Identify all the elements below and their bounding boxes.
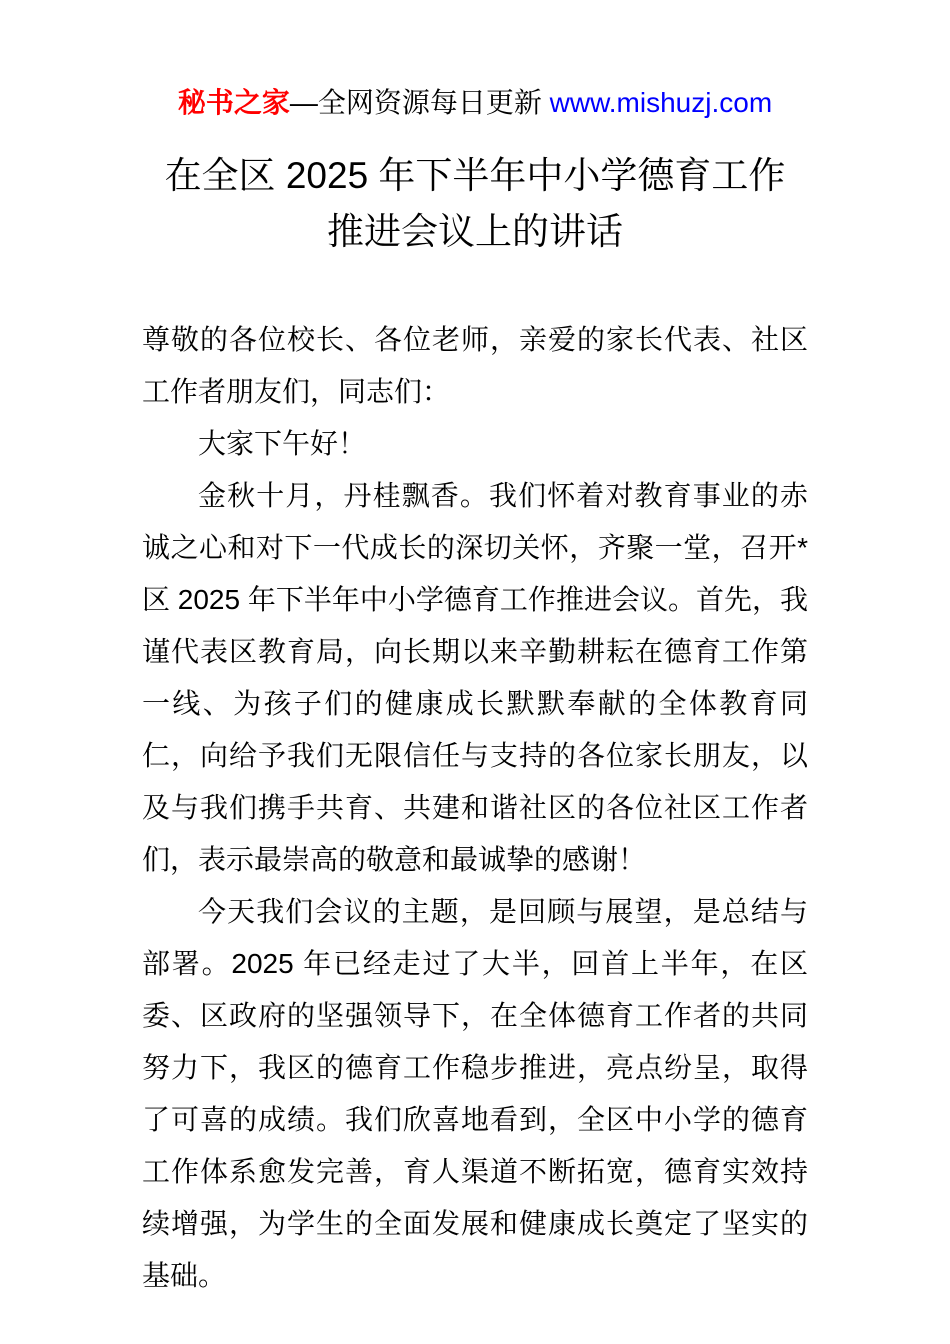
paragraph-opening: 金秋十月，丹桂飘香。我们怀着对教育事业的赤诚之心和对下一代成长的深切关怀，齐聚一堂，召开*区 2025 年下半年中小学德育工作推进会议。首先，我谨代表区教育局，向长期以来辛勤耕耘在德育工作第一线、为孩子们的健康成长默默奉献的全体教育同仁，向给予我们无限信任与支持的各位家长朋友，以及与我们携手共育、共建和谐社区的各位社区工作者们，表示最崇高的敬意和最诚挚的感谢！ [142,480,808,875]
paragraph-salutation: 尊敬的各位校长、各位老师，亲爱的家长代表、社区工作者朋友们，同志们： [142,324,808,407]
site-name: 秘书之家 [177,87,290,118]
header-tagline: 全网资源每日更新 [317,87,550,118]
paragraph-theme: 今天我们会议的主题，是回顾与展望，是总结与部署。2025 年已经走过了大半，回首上半年，在区委、区政府的坚强领导下，在全体德育工作者的共同努力下，我区的德育工作稳步推进，亮点纷呈，取得了可喜的成绩。我们欣喜地看到，全区中小学的德育工作体系愈发完善，育人渠道不断拓宽，德育实效持续增强，为学生的全面发展和健康成长奠定了坚实的基础。 [142,896,808,1291]
header-dash: — [289,87,318,118]
site-url-link[interactable]: www.mishuzj.com [549,87,773,118]
document-title-line1: 在全区 2025 年下半年中小学德育工作 [164,155,786,196]
paragraph-greeting: 大家下午好！ [198,428,367,459]
header-banner [0,86,950,120]
document-body [142,314,808,1302]
document-title [0,148,950,260]
document-title-line2: 推进会议上的讲话 [327,211,623,252]
